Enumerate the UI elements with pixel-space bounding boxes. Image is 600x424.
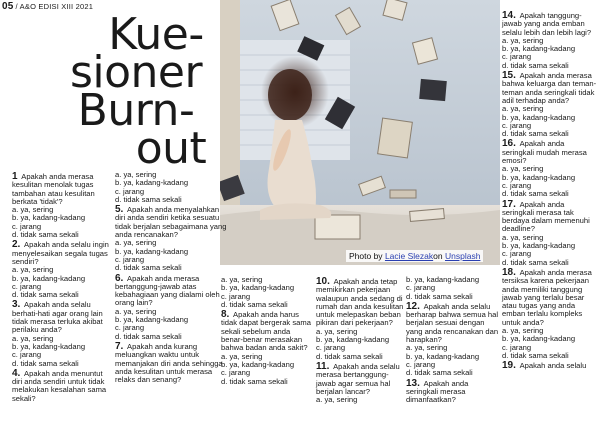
question-number: 15. <box>502 70 516 82</box>
question-prompt: Apakah anda merasa kesulitan menolak tugas tambahan atau kesulitan berkata 'tidak'? <box>12 172 95 206</box>
question-q4b <box>115 171 227 204</box>
question-text <box>115 340 227 385</box>
question-text <box>502 362 598 370</box>
question-prompt: Apakah anda seringkali mudah merasa emosi? <box>502 139 587 166</box>
question-text <box>502 12 598 37</box>
column-6 <box>502 10 598 370</box>
answer-option[interactable]: a. ya, sering <box>115 170 157 179</box>
answer-option[interactable]: d. tidak sama sekali <box>502 60 569 70</box>
question-number: 1 <box>12 171 18 182</box>
answer-option[interactable]: b. ya, kadang-kadang <box>221 359 295 369</box>
question-text <box>12 173 112 206</box>
title-line-1: Kue- <box>108 9 204 60</box>
answer-option[interactable]: a. ya, sering <box>502 35 544 45</box>
answer-option[interactable]: a. ya, sering <box>221 275 263 284</box>
answer-option[interactable]: a. ya, sering <box>406 343 448 353</box>
answer-option[interactable]: d. tidak sama sekali <box>12 230 79 240</box>
question-number: 18. <box>502 266 516 278</box>
answer-option[interactable]: c. jarang <box>502 120 532 130</box>
unsplash-link[interactable]: Unsplash <box>444 251 481 261</box>
question-prompt: Apakah anda seringkali merasa tak berdaya dalam memenuhi deadline? <box>502 199 590 234</box>
question-q19 <box>502 362 598 370</box>
photo-credit-prefix: Photo by <box>349 251 383 261</box>
question-prompt: Apakah anda harus tidak dapat bergerak sama sekali sebelum anda benar-benar merasakan bahwa badan anda sakit? <box>221 310 311 353</box>
answer-option[interactable]: d. tidak sama sekali <box>12 290 79 300</box>
question-text <box>316 278 408 328</box>
question-prompt: Apakah anda merasa bertanggung-jawab atas kebahagiaan yang dialami oleh orang lain? <box>115 273 220 308</box>
question-number: 13. <box>406 377 420 389</box>
answer-option[interactable]: b. ya, kadang-kadang <box>12 213 86 223</box>
question-prompt: Apakah anda seringkali merasa dimanfaatkan? <box>406 378 469 405</box>
question-q18 <box>502 266 598 360</box>
question-q3 <box>12 301 112 367</box>
question-number: 2. <box>12 239 21 251</box>
answer-option[interactable]: c. jarang <box>221 291 251 301</box>
question-text <box>316 360 408 396</box>
page-folio <box>2 1 93 12</box>
question-prompt: Apakah anda selalu merasa bertanggung-jawab agar semua hal berjalan lancar? <box>316 361 400 396</box>
column-1 <box>12 171 112 403</box>
question-q5 <box>115 206 227 272</box>
answer-option[interactable]: c. jarang <box>115 323 145 333</box>
woman-falling-books-image <box>220 0 500 265</box>
answer-option[interactable]: d. tidak sama sekali <box>406 291 473 301</box>
answer-option[interactable]: c. jarang <box>316 343 346 353</box>
answer-option[interactable]: a. ya, sering <box>221 351 263 361</box>
title-line-2: sioner <box>69 47 203 98</box>
answer-option[interactable]: b. ya, kadang-kadang <box>115 315 189 325</box>
question-q7 <box>115 340 227 385</box>
title-line-3: Burn- <box>77 85 195 136</box>
answer-option[interactable]: d. tidak sama sekali <box>221 299 288 309</box>
answer-option[interactable]: a. ya, sering <box>502 325 544 335</box>
photo-credit-on: on <box>433 251 443 261</box>
question-number: 6. <box>115 272 124 284</box>
answer-option[interactable]: b. ya, kadang-kadang <box>502 44 576 54</box>
answer-option[interactable]: a. ya, sering <box>316 395 358 405</box>
answer-option[interactable]: b. ya, kadang-kadang <box>502 172 576 182</box>
column-4 <box>316 276 408 404</box>
page-number: 05 <box>2 1 14 12</box>
answer-option[interactable]: b. ya, kadang-kadang <box>12 341 86 351</box>
hero-photo <box>220 0 500 265</box>
answer-option[interactable]: b. ya, kadang-kadang <box>115 246 189 256</box>
question-prompt: Apakah anda selalu <box>519 361 587 371</box>
question-prompt: Apakah anda merasa tersiksa karena pekerjaan anda memiliki tanggung jawab yang terlalu besar atau tugas yang anda emban terlalu kompleks untuk anda? <box>502 267 592 327</box>
answer-option[interactable]: c. jarang <box>502 180 532 190</box>
answer-option[interactable]: a. ya, sering <box>502 104 544 114</box>
question-prompt: Apakah anda selalu ingin menyelesaikan segala tugas sendiri? <box>12 240 109 266</box>
title-line-4: out <box>135 123 207 174</box>
question-number: 5. <box>115 204 124 216</box>
answer-option[interactable]: b. ya, kadang-kadang <box>406 275 480 284</box>
photo-author-link[interactable]: Lacie Slezak <box>384 251 434 261</box>
answer-option[interactable]: d. tidak sama sekali <box>502 350 569 360</box>
question-prompt: Apakah anda selalu berharap bahwa semua hal berjalan sesuai dengan yang anda rencanakan dan harapkan? <box>406 301 499 345</box>
answer-option[interactable]: a. ya, sering <box>115 238 157 248</box>
question-q1 <box>12 173 112 239</box>
answer-option[interactable]: c. jarang <box>221 368 251 378</box>
answer-option[interactable]: d. tidak sama sekali <box>502 257 569 267</box>
question-q11 <box>316 360 408 405</box>
question-number: 12. <box>406 300 420 312</box>
question-prompt: Apakah anda tetap memikirkan pekerjaan walaupun anda sedang di rumah dan anda kesulitan untuk melepaskan beban pikiran dari pekerjaan? <box>316 277 404 328</box>
question-q8 <box>221 311 311 386</box>
question-text <box>115 272 227 308</box>
answer-option[interactable]: b. ya, kadang-kadang <box>502 241 576 251</box>
answer-option[interactable]: b. ya, kadang-kadang <box>502 112 576 122</box>
question-text <box>115 206 227 239</box>
answer-option[interactable]: c. jarang <box>115 186 145 196</box>
question-text <box>221 311 311 352</box>
answer-option[interactable]: c. jarang <box>502 342 532 352</box>
question-number: 10. <box>316 276 330 287</box>
answer-option[interactable]: a. ya, sering <box>12 333 54 343</box>
answer-option[interactable]: c. jarang <box>502 52 532 62</box>
answer-option[interactable]: c. jarang <box>406 283 436 293</box>
answer-option[interactable]: d. tidak sama sekali <box>502 129 569 139</box>
question-text <box>502 198 598 234</box>
question-text <box>12 301 112 334</box>
question-q10 <box>316 278 408 361</box>
question-number: 14. <box>502 10 516 21</box>
answer-option[interactable]: d. tidak sama sekali <box>316 351 383 361</box>
answer-option[interactable]: d. tidak sama sekali <box>115 263 182 273</box>
question-number: 11. <box>316 360 330 372</box>
photo-credit <box>346 250 483 262</box>
answer-option[interactable]: d. tidak sama sekali <box>502 189 569 199</box>
question-q6 <box>115 272 230 341</box>
answer-option[interactable]: b. ya, kadang-kadang <box>316 335 390 345</box>
answer-option[interactable]: d. tidak sama sekali <box>115 331 182 341</box>
question-text <box>502 72 598 105</box>
answer-option[interactable]: d. tidak sama sekali <box>406 368 473 378</box>
answer-option[interactable]: d. tidak sama sekali <box>12 358 79 368</box>
answer-option[interactable]: d. tidak sama sekali <box>115 194 182 204</box>
question-number: 16. <box>502 138 516 150</box>
answer-option[interactable]: b. ya, kadang-kadang <box>12 273 86 283</box>
answer-option[interactable]: c. jarang <box>12 281 42 291</box>
question-prompt: Apakah anda selalu berhati-hati agar orang lain tidak merasa terluka akibat perilaku anda? <box>12 300 103 335</box>
question-number: 4. <box>12 367 21 379</box>
answer-option[interactable]: a. ya, sering <box>316 326 358 336</box>
answer-option[interactable]: c. jarang <box>406 359 436 369</box>
answer-option[interactable]: c. jarang <box>502 249 532 259</box>
question-q7b <box>221 276 311 309</box>
question-q12 <box>406 300 500 378</box>
question-q13 <box>406 377 500 405</box>
answer-option[interactable]: c. jarang <box>115 254 145 264</box>
answer-option[interactable]: b. ya, kadang-kadang <box>115 178 189 188</box>
answer-option[interactable]: a. ya, sering <box>12 205 54 215</box>
question-text <box>12 241 112 266</box>
question-prompt: Apakah anda merasa bahwa keluarga dan teman-teman anda seringkali tidak adil terhadap anda? <box>502 71 597 105</box>
column-2 <box>115 170 230 385</box>
answer-option[interactable]: b. ya, kadang-kadang <box>502 334 576 344</box>
question-q15 <box>502 72 598 138</box>
answer-option[interactable]: c. jarang <box>12 221 42 231</box>
question-text <box>406 377 500 405</box>
question-q16 <box>502 140 598 198</box>
question-number: 3. <box>12 299 21 311</box>
edition-label: / A&O EDISI XIII 2021 <box>15 2 94 11</box>
answer-option[interactable]: c. jarang <box>12 350 42 360</box>
question-prompt: Apakah anda menuntut diri anda sendiri untuk tidak melakukan kesalahan sama sekali? <box>12 368 107 403</box>
answer-option[interactable]: a. ya, sering <box>502 164 544 174</box>
question-q14 <box>502 12 598 70</box>
question-q17 <box>502 198 598 267</box>
question-number: 7. <box>115 340 124 352</box>
question-number: 17. <box>502 198 516 210</box>
answer-option[interactable]: a. ya, sering <box>12 265 54 275</box>
column-5 <box>406 276 500 404</box>
question-prompt: Apakah anda kurang meluangkan waktu untuk memanjakan diri anda sehingga anda kesulitan untuk merasa relaks dan senang? <box>115 341 223 385</box>
question-prompt: Apakah tanggung-jawab yang anda emban selalu lebih dan lebih lagi? <box>502 11 592 37</box>
question-q11b <box>406 276 500 301</box>
question-prompt: Apakah anda menyalahkan diri anda sendiri ketika sesuatu tidak berjalan sebagaimana yang anda rencanakan? <box>115 205 227 240</box>
question-text <box>406 300 500 345</box>
answer-option[interactable]: b. ya, kadang-kadang <box>221 283 295 293</box>
question-q2 <box>12 241 112 299</box>
question-number: 8. <box>221 309 230 321</box>
question-q4 <box>12 367 112 403</box>
page-title <box>46 9 226 174</box>
answer-option[interactable]: d. tidak sama sekali <box>221 376 288 386</box>
column-3 <box>221 276 311 386</box>
question-text <box>12 367 112 403</box>
answer-option[interactable]: a. ya, sering <box>502 232 544 242</box>
question-text <box>502 140 598 165</box>
answer-option[interactable]: b. ya, kadang-kadang <box>406 351 480 361</box>
question-text <box>502 266 598 327</box>
answer-option[interactable]: a. ya, sering <box>115 306 157 316</box>
question-number: 19. <box>502 360 516 372</box>
